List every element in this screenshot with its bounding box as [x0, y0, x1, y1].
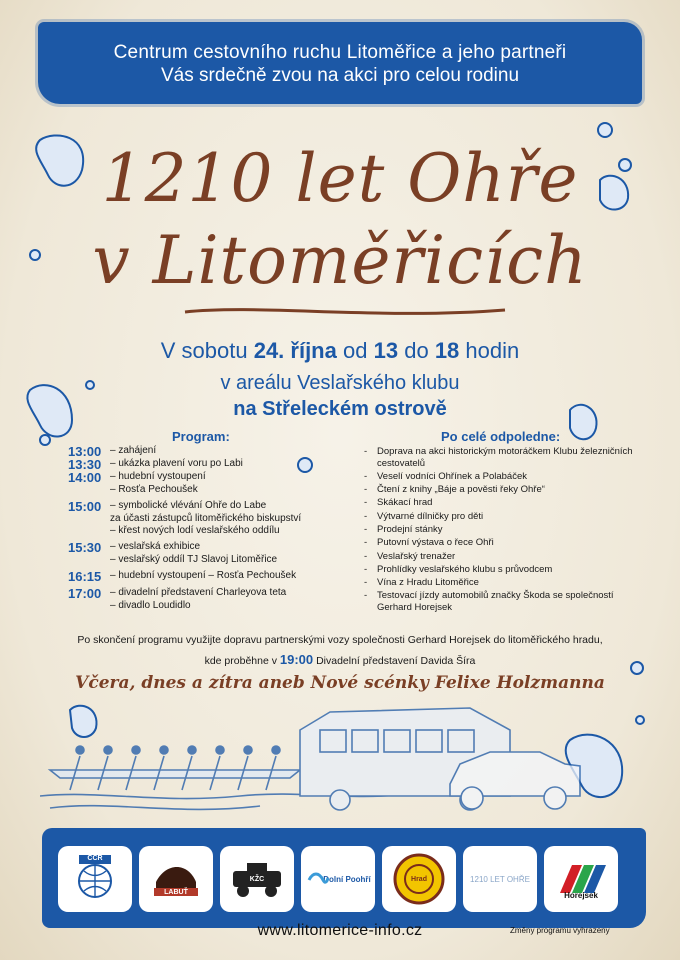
list-item: - Prodejní stánky — [364, 524, 634, 536]
program-time: 17:00 — [68, 586, 102, 601]
venue-line-1: v areálu Veslařského klubu — [220, 372, 460, 394]
program-time — [68, 554, 110, 566]
dolni-poohri-logo[interactable] — [301, 846, 375, 912]
program-time: 13:00 — [68, 444, 102, 459]
list-item-text: Čtení z knihy „Báje a pověsti řeky Ohře“ — [377, 484, 545, 496]
wave-icon — [307, 868, 329, 888]
list-item-text: Prohlídky veslařského klubu s průvodcem — [377, 563, 553, 575]
list-item: - Čtení z knihy „Báje a pověsti řeky Ohře“ — [364, 484, 634, 496]
program-time: 15:30 — [68, 540, 102, 555]
program-row — [68, 541, 368, 554]
list-item: - Prohlídky veslařského klubu s průvodcem — [364, 564, 634, 576]
date-suffix: hodin — [465, 338, 520, 363]
list-item: - Testovací jízdy automobilů značky Škoda se společností Gerhard Horejsek — [364, 590, 634, 613]
program-time — [68, 600, 110, 612]
rowing-boat-icon — [50, 770, 300, 778]
program-text: – symbolické vlévání Ohře do Labe — [110, 500, 267, 511]
transport-note — [20, 631, 660, 671]
program-time — [68, 484, 110, 496]
program-time: 14:00 — [68, 470, 102, 485]
labut-logo[interactable] — [139, 846, 213, 912]
program-row — [68, 600, 368, 612]
ohre-1210-logo[interactable] — [463, 846, 537, 912]
dolni-poohri-logo-text: Dolní Poohří — [323, 874, 371, 884]
date-from: 13 — [373, 338, 399, 363]
list-item-text: Doprava na akci historickým motoráčkem Klubu železničních cestovatelů — [377, 446, 633, 469]
drop-14 — [40, 435, 50, 445]
program-time: 13:30 — [68, 457, 102, 472]
program-text: – Rosťa Pechoušek — [110, 484, 198, 495]
header-line-1: Centrum cestovního ruchu Litoměřice a jeho partneři — [113, 42, 567, 63]
title-line-2: v Litoměřicích — [92, 222, 588, 299]
program-text: – zahájení — [110, 445, 157, 456]
program-row — [68, 587, 368, 600]
website-link[interactable]: www.litomerice-info.cz — [257, 922, 423, 939]
list-item: - Veslařský trenažer — [364, 551, 634, 563]
drop-7 — [598, 123, 612, 137]
partner-logos — [58, 846, 638, 916]
program-time — [68, 513, 110, 525]
program-text: – divadlo Loudidlo — [110, 600, 191, 611]
klub-logo-text: KŽC — [249, 876, 265, 883]
program-row — [68, 471, 368, 484]
car-icon — [450, 752, 580, 809]
event-date — [0, 338, 680, 364]
program-row — [68, 445, 368, 458]
rowers — [76, 746, 280, 754]
ccr-logo-text: CCR — [87, 855, 103, 862]
list-item-text: Veselí vodníci Ohřínek a Polabáček — [377, 470, 527, 482]
title-line-1: 1210 let Ohře — [101, 140, 579, 217]
venue-line-2: na Střeleckém ostrově — [233, 398, 447, 420]
program-text: – křest nových lodí veslařského oddílu — [110, 525, 280, 536]
list-item-text: Prodejní stánky — [377, 523, 443, 535]
program-text: za účasti zástupců litoměřického biskupství — [110, 513, 302, 524]
labut-logo-text: LABUŤ — [164, 889, 188, 896]
list-item: - Veselí vodníci Ohřínek a Polabáček — [364, 471, 634, 483]
program-time: 16:15 — [68, 569, 102, 584]
program-text: – hudební vystoupení — [110, 471, 206, 482]
note-line-2-before: kde proběhne v — [204, 655, 277, 667]
note-line-1: Po skončení programu využijte dopravu partnerskými vozy společnosti Gerhard Horejsek do litoměřického hradu, — [77, 634, 603, 646]
header-banner — [38, 22, 642, 104]
all-afternoon-heading: Po celé odpoledne: — [441, 429, 561, 444]
horejsek-logo-text: Horejsek — [564, 891, 598, 900]
list-item-text: Testovací jízdy automobilů značky Škoda se společností Gerhard Horejsek — [377, 590, 614, 613]
date-prefix: V sobotu — [160, 338, 248, 363]
program-time — [68, 525, 110, 537]
program-text: – veslařská exhibice — [110, 541, 201, 552]
program-text: – divadelní představení Charleyova teta — [110, 587, 287, 598]
program-heading: Program: — [172, 429, 230, 444]
list-item: - Doprava na akci historickým motoráčkem Klubu železničních cestovatelů — [364, 446, 633, 469]
ohre-1210-logo-text: 1210 LET OHŘE — [470, 874, 530, 884]
all-afternoon-list — [364, 446, 634, 615]
hrad-logo-text: Hrad — [411, 875, 427, 883]
list-item-text: Výtvarné dílničky pro děti — [377, 510, 484, 522]
list-item: - Putovní výstava o řece Ohři — [364, 537, 634, 549]
horejsek-logo[interactable] — [544, 846, 618, 912]
list-item-text: Putovní výstava o řece Ohři — [377, 537, 494, 549]
program-text: – veslařský oddíl TJ Slavoj Litoměřice — [110, 554, 278, 565]
klub-logo[interactable] — [220, 846, 294, 912]
program-list — [68, 445, 368, 612]
program-text: – ukázka plavení voru po Labi — [110, 458, 243, 469]
river-illustration — [40, 700, 640, 830]
program-row — [68, 525, 368, 537]
list-item: - Vína z Hradu Litoměřice — [364, 577, 634, 589]
date-to: 18 — [434, 338, 460, 363]
swan-icon — [146, 854, 206, 904]
changes-disclaimer: Změny programu vyhrazeny — [510, 926, 610, 935]
program-text: – hudební vystoupení – Rosťa Pechoušek — [110, 570, 297, 581]
date-to-word: do — [404, 338, 429, 363]
header-line-2: Vás srdečně zvou na akci pro celou rodinu — [160, 65, 520, 86]
note-line-2-after: Divadelní představení Davida Šíra — [316, 655, 476, 667]
program-time: 15:00 — [68, 499, 102, 514]
date-day: 24. října — [253, 338, 337, 363]
hrad-logo[interactable] — [382, 846, 456, 912]
list-item: - Skákací hrad — [364, 497, 634, 509]
tagline: Včera, dnes a zítra aneb Nové scénky Felixe Holzmanna — [75, 673, 605, 693]
note-time: 19:00 — [279, 652, 314, 667]
date-from-word: od — [342, 338, 368, 363]
program-row — [68, 513, 368, 525]
list-item: - Výtvarné dílničky pro děti — [364, 511, 634, 523]
ccr-logo[interactable] — [58, 846, 132, 912]
program-row — [68, 570, 368, 583]
list-item-text: Vína z Hradu Litoměřice — [377, 577, 479, 589]
program-row — [68, 554, 368, 566]
note-line-2 — [20, 650, 660, 671]
program-row — [68, 458, 368, 471]
list-item-text: Veslařský trenažer — [377, 550, 456, 562]
program-row — [68, 484, 368, 496]
title-underline-decoration — [180, 300, 510, 324]
list-item-text: Skákací hrad — [377, 497, 433, 509]
program-row — [68, 500, 368, 513]
